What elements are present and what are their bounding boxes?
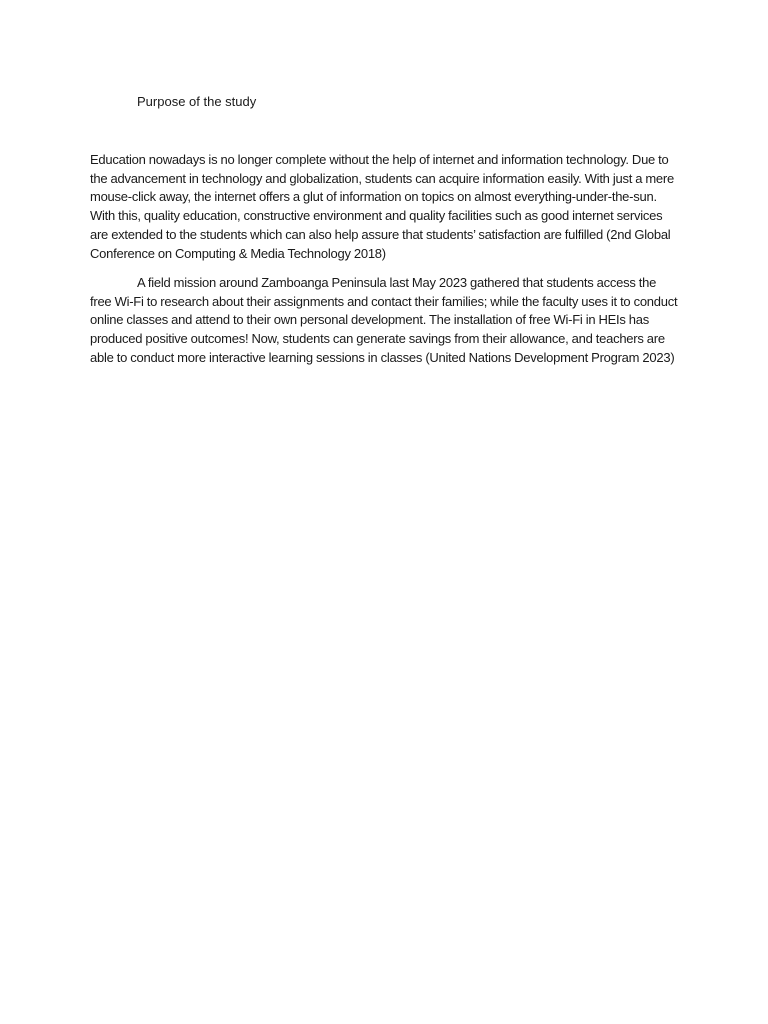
- paragraph-2: A field mission around Zamboanga Peninsula last May 2023 gathered that students access the free Wi-Fi to research about their assignments and contact their families; while the faculty uses it to conduct online classes and attend to their own personal development. The installation of free Wi-Fi in HEIs has produced positive outcomes! Now, students can generate savings from their allowance, and teachers are able to conduct more interactive learning sessions in classes (United Nations Development Program 2023): [90, 275, 678, 365]
- paragraph-1: Education nowadays is no longer complete without the help of internet and information technology. Due to the advancement in technology and globalization, students can acquire information easily. With just a mere mouse-click away, the internet offers a glut of information on topics on almost everything-under-the-sun. With this, quality education, constructive environment and quality facilities such as good internet services are extended to the students which can also help assure that students’ satisfaction are fulfilled (2nd Global Conference on Computing & Media Technology 2018): [90, 152, 674, 261]
- section-heading: Purpose of the study: [137, 94, 257, 109]
